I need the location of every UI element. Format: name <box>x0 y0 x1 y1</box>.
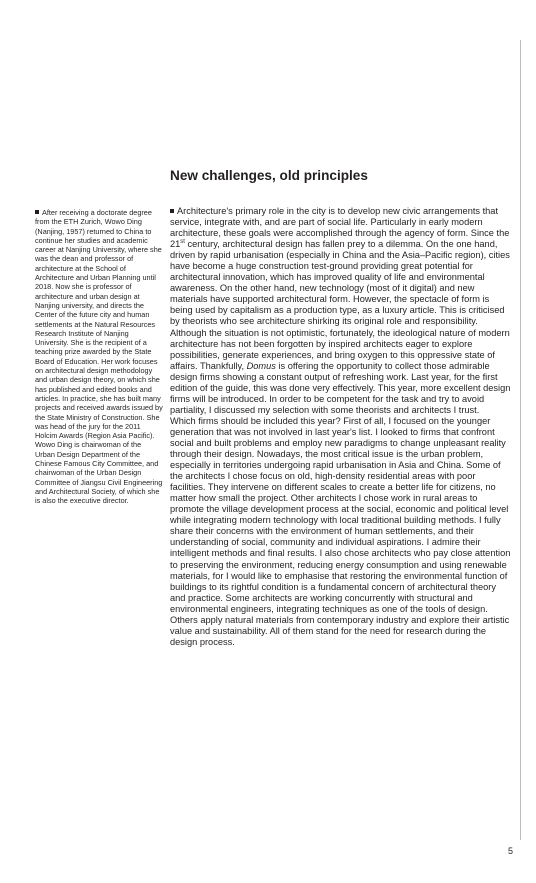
paragraph-2 <box>170 328 512 416</box>
paragraph-1-text-b: century, architectural design has fallen prey to a dilemma. On the one hand, driven by rapid urbanisation (especially in China and the Asia–Pacific region), cities have become a huge construction test-ground providing great potential for architectural innovation, which has improved quality of life and environmental awareness. On the other hand, new technology (most of it digital) and new materials have supported architectural form. However, the spectacle of form is being used by capitalism as a production type, as a luxury article. This is criticised by theorists who see architecture shirking its original role and responsibility. <box>170 239 510 327</box>
vertical-divider-rule <box>520 40 521 840</box>
article-body <box>170 206 512 648</box>
magazine-name: Domus <box>246 360 276 371</box>
author-bio-sidebar <box>35 208 163 506</box>
paragraph-3: Which firms should be included this year? First of all, I focused on the younger generation that was not involved in last year's list. I looked to firms that confront social and built problems and employ new paradigms to change unpleasant reality through their design. Nowadays, the most critical issue is the urban problem, especially in territories undergoing rapid urbanisation in Asia and China. Some of the architects I chose focus on old, high-density residential areas with poor facilities. They intervene on different scales to create a better life for citizens, no matter how small the project. Other architects I chose work in rural areas to promote the village development process at the social, economic and political level while integrating modern technology with local traditional building methods. I fully share their concerns with the environment of human settlements, and their understanding of social, community and individual aspirations. I admire their intelligent methods and final results. I also chose architects who pay close attention to preserving the environment, reducing energy consumption and using renewable materials, for I would like to emphasise that restoring the environmental function of buildings to its rightful condition is a fundamental concern of architectural theory and practice. Some architects are working concurrently with structural and environmental engineers, integrating techniques as one of the tools of design. Others apply natural materials from contemporary industry and explore their artistic value and sustainability. All of them stand for the need for research during the design process. <box>170 415 511 647</box>
paragraph-2-text-b: is offering the opportunity to collect those admirable design firms showing a constant output of refreshing work. Last year, for the first edition of the guide, this was done very effectively. This year, more excellent design firms will be introduced. In order to be competent for the task and try to avoid partiality, I discussed my selection with some theorists and architects I trust. <box>170 360 511 415</box>
author-bio-text: After receiving a doctorate degree from the ETH Zurich, Wowo Ding (Nanjing, 1957) returned to China to continue her studies and academic career at Nanjing University, where she was the dean and professor of architecture at the School of Architecture and Urban Planning until 2018. Now she is professor of architecture and urban design at Nanjing university, and directs the Center of the future city and human settlements at the Natural Resources Research Institute of Nanjing University. She is the recipient of a teaching prize awarded by the State Board of Education. Her work focuses on architectural design methodology and urban design theory, on which she has published and edited books and articles. In practice, she has built many projects and received awards issued by the State Ministry of Construction. She was head of the jury for the 2011 Holcim Awards (Region Asia Pacific). Wowo Ding is chairwoman of the Urban Design Department of the Chinese Famous City Committee, and chairwoman of the Urban Design Committee of Jiangsu Civil Engineering and Architectural Society, of which she is also the executive director. <box>35 208 163 506</box>
author-bio <box>35 208 163 506</box>
paragraph-1 <box>170 206 512 328</box>
paragraph-1-text-a: Architecture's primary role in the city is to develop new civic arrangements that service, integrate with, and are part of social life. Particularly in early modern architecture, these goals were accomplished through the agency of form. Since the 21 <box>170 206 510 250</box>
square-bullet-icon <box>35 210 39 214</box>
page-title: New challenges, old principles <box>170 168 368 183</box>
paragraph-2-text-a: Although the situation is not optimistic, fortunately, the ideological nature of modern architecture has not been forgotten by inspired architects eager to explore possibilities, generate experiences, and bring oxygen to this oppressive state of affairs. Thankfully, <box>170 327 510 371</box>
ordinal-suffix: st <box>180 239 185 246</box>
page-number: 5 <box>508 846 514 856</box>
square-bullet-icon <box>170 209 174 213</box>
